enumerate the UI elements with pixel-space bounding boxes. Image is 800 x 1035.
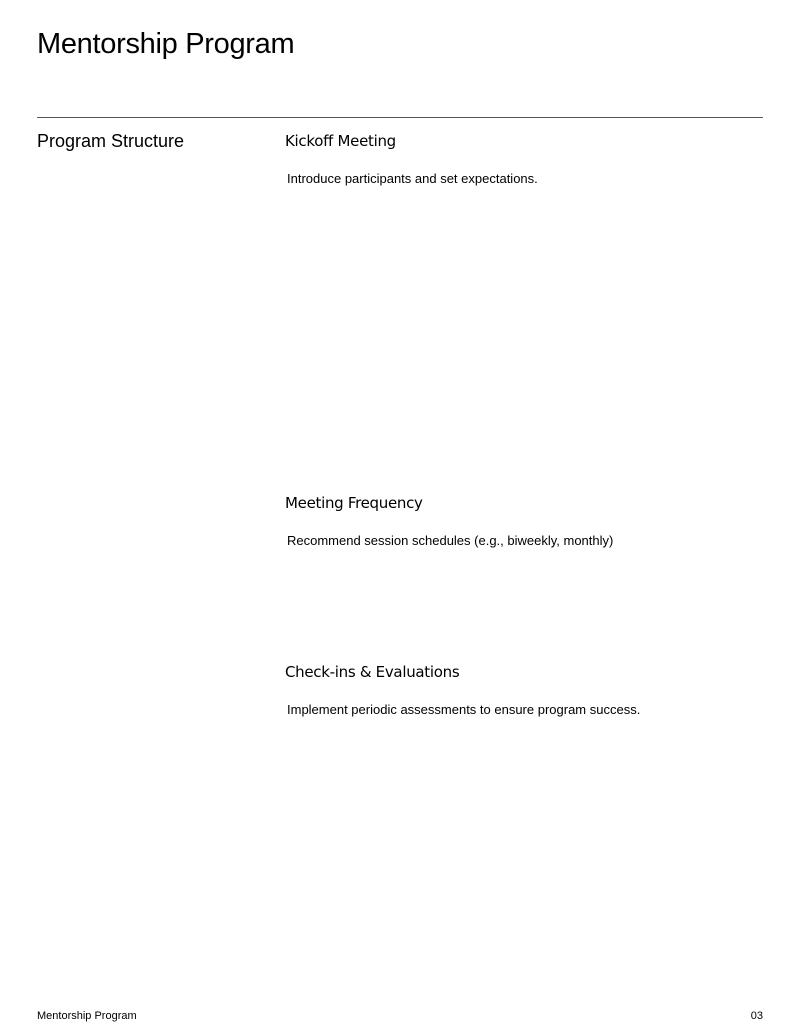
divider <box>37 117 763 118</box>
item-heading-checkins: Check-ins & Evaluations <box>285 663 460 681</box>
page-title: Mentorship Program <box>37 28 295 60</box>
page-number: 03 <box>750 1010 763 1022</box>
item-body-kickoff: Introduce participants and set expectations. <box>287 171 538 186</box>
footer-title: Mentorship Program <box>37 1010 137 1022</box>
section-label: Program Structure <box>37 131 185 151</box>
item-heading-frequency: Meeting Frequency <box>285 494 423 512</box>
item-body-checkins: Implement periodic assessments to ensure program success. <box>287 702 641 717</box>
item-body-frequency: Recommend session schedules (e.g., biweekly, monthly) <box>287 533 614 548</box>
item-heading-kickoff: Kickoff Meeting <box>285 132 396 150</box>
